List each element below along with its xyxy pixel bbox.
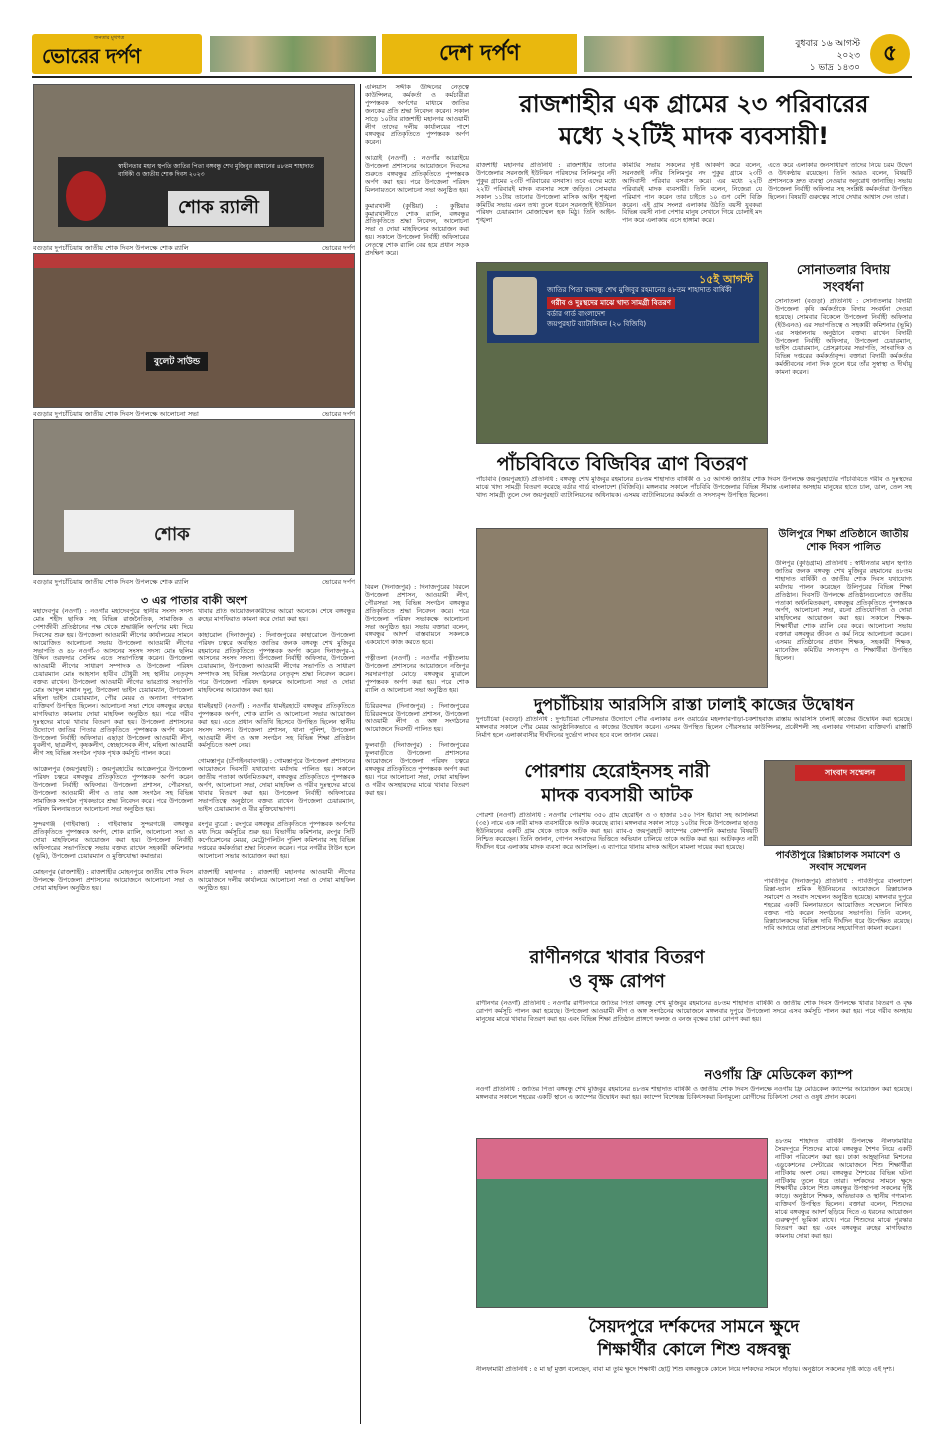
section-title: দেশ দর্পণ	[382, 34, 577, 74]
rally-banner-title: শোক র‍্যালী	[168, 191, 269, 226]
column-rule	[360, 84, 361, 1424]
rally-banner-2-title: শোক	[154, 524, 190, 545]
photo-caption	[33, 577, 355, 588]
rani-headline	[476, 946, 758, 994]
poster-title: গরীব ও দুঃস্থদের মাঝে খাদ্য সামগ্রী বিতরণ	[547, 297, 675, 309]
rcc-headline: দুপচাঁচিয়ায় আরসিসি রাস্তা ঢালাই কাজের উদ্বোধন	[534, 695, 854, 714]
dateline	[770, 38, 860, 74]
caption-text: বগুড়ার দুপচাঁচিয়ায় জাতীয় শোক দিবস উপলক্ষে আলোচনা সভা	[33, 410, 199, 418]
photo-discussion-meeting	[33, 253, 355, 408]
medical-headline: নওগাঁয় ফ্রি মেডিকেল ক্যাম্প	[704, 1068, 853, 1083]
rani-body: রাণীনগর (নওগাঁ) প্রতিনিধি : নওগাঁর রাণীনগরে জাতির পিতা বঙ্গবন্ধু শেখ মুজিবুর রহমানের ৪৮তম শাহাদাত বার্ষিকী ও জাতীয় শোক দিবস উপলক্ষে খাবার বিতরণ ও বৃক্ষ রোপণ কর্মসূচি পালন করা হয়েছে। উপজেলা আওয়ামী লীগ ও অঙ্গ সংগঠনের আয়োজনে মঙ্গলবার দুপুরে উপজেলা সদরে এসব কর্মসূচি পালন করা হয়। পরে গরীব অসহায় মানুষের মাঝে খাবার বিতরণ করা হয় এবং বিভিন্ন শিক্ষা প্রতিষ্ঠান প্রাঙ্গণে ফলজ ও বনজ বৃক্ষের চারা রোপণ করা হয়।	[476, 1000, 912, 1023]
bgb-body: পাঁচবিবি (জয়পুরহাট) প্রতিনিধি : বঙ্গবন্ধু শেখ মুজিবুর রহমানের ৪৮তম শাহাদাত বার্ষিকী ও ১৫ আগস্ট জাতীয় শোক দিবস উপলক্ষে জয়পুরহাটের পাঁচবিবিতে গরীব ও দুঃস্থদের মাঝে খাদ্য সামগ্রী বিতরণ করেছে বর্ডার গার্ড বাংলাদেশ (বিজিবি)। মঙ্গলবার সকালে পাঁচবিবি উপজেলার বিভিন্ন সীমান্ত এলাকার অসহায় মানুষের হাতে চাল, ডাল, তেল সহ খাদ্য সামগ্রী তুলে দেন জয়পুরহাট ব্যাটালিয়নের অধিনায়ক। এসময় ব্যাটালিয়নের কর্মকর্তা ও সদস্যবৃন্দ উপস্থিত ছিলেন।	[476, 476, 912, 499]
date-gregorian: বুধবার ১৬ আগস্ট ২০২৩	[795, 39, 860, 61]
stage-backdrop	[34, 254, 354, 268]
poster-subtitle: জাতির পিতা বঙ্গবন্ধু শেখ মুজিবুর রহমানের ৪৮তম শাহাদাত বার্ষিকী	[547, 286, 732, 294]
photo-rally-2	[33, 419, 355, 575]
final-headline	[476, 1316, 912, 1362]
photo-credit: ভোরের দর্পণ	[322, 410, 355, 418]
final-byline: নীলফামারী প্রতিনিধি : ৫ মা ছাঁ মুক্তা বলেছেন, বাবা মা তুমি ক্ষুদে শিক্ষার্থী ছোট্ট শিশু বঙ্গবন্ধুকে কোলে নিয়ে দর্শকদের সামনে দাঁড়ায়। অনুষ্ঠানে সকলের দৃষ্টি কাড়ে এই দৃশ্য।	[476, 1366, 895, 1373]
continuation-col-1: মহাদেবপুর (নওগাঁ) : নওগাঁর মহাদেবপুরে স্থানীয় সংসদ সদস্য মোঃ শহীদ ছাদিক সহ বিভিন্ন রাজনৈতিক, সামাজিক ও পেশাজীবী প্রতিষ্ঠানের পক্ষ থেকে শ্রদ্ধাঞ্জলি অর্পণের মধ্য দিয়ে দিবসের শুরু হয়। উপজেলা আওয়ামী লীগের কার্যালয়ের সামনে আয়োজিত আলোচনা সভায় উপজেলা আওয়ামী লীগের সভাপতি ও ৪৮ নওগাঁ-৩ আসনের সংসদ সদস্য মোঃ ছলিম উদ্দিন তরফদার সেলিম এতে সভাপতিত্ব করেন। উপজেলা আওয়ামী লীগের সাধারণ সম্পাদক ও উপজেলা পরিষদ চেয়ারম্যান মোঃ আহসান হাবীব চৌধুরী সহ স্থানীয় নেতৃবৃন্দ বক্তব্য রাখেন। উপজেলা আওয়ামী লীগের ভারপ্রাপ্ত সভাপতি মোঃ আব্দুল মান্নান দুলু, উপজেলা ভাইস চেয়ারম্যান, উপজেলা মহিলা ভাইস চেয়ারম্যান, পৌর মেয়র ও অন্যান্য গণ্যমান্য ব্যক্তিবর্গ উপস্থিত ছিলেন। আলোচনা সভা শেষে বঙ্গবন্ধুর রুহের মাগফিরাত কামনায় দোয়া মাহফিল অনুষ্ঠিত হয়। পরে গরীব দুঃস্থদের মাঝে খাবার বিতরণ করা হয়। উপজেলা প্রশাসনের উদ্যোগে জাতির পিতার প্রতিকৃতিতে পুষ্পস্তবক অর্পণ করেন উপজেলা নির্বাহী অফিসার। এছাড়া উপজেলা আওয়ামী লীগ, যুবলীগ, ছাত্রলীগ, কৃষকলীগ, স্বেচ্ছাসেবক লীগ, মহিলা আওয়ামী লীগ সহ বিভিন্ন সংগঠন পৃথক পৃথক কর্মসূচি পালন করে। আক্কেলপুর (জয়পুরহাট) : জয়পুরহাটের আক্কেলপুরে উপজেলা পরিষদ চত্বরে বঙ্গবন্ধুর প্রতিকৃতিতে পুষ্পস্তবক অর্পণ করেন উপজেলা নির্বাহী অফিসার। উপজেলা প্রশাসন, পৌরসভা, উপজেলা আওয়ামী লীগ ও তার অঙ্গ সংগঠন সহ বিভিন্ন সামাজিক সংগঠন পৃথকভাবে শ্রদ্ধা নিবেদন করে। পরে উপজেলা পরিষদ মিলনায়তনে আলোচনা সভা অনুষ্ঠিত হয়। সুন্দরগঞ্জ (গাইবান্ধা) : গাইবান্ধার সুন্দরগঞ্জে বঙ্গবন্ধুর প্রতিকৃতিতে পুষ্পস্তবক অর্পণ, শোক র‍্যালি, আলোচনা সভা ও দোয়া মাহফিলের আয়োজন করা হয়। উপজেলা নির্বাহী অফিসারের সভাপতিত্বে সভায় বক্তব্য রাখেন সহকারী কমিশনার (ভূমি), উপজেলা চেয়ারম্যান ও মুক্তিযোদ্ধা কমান্ডার। মোহনপুর (রাজশাহী) : রাজশাহীর মোহনপুরে জাতীয় শোক দিবস উপলক্ষে উপজেলা প্রশাসনের আয়োজনে আলোচনা সভা ও দোয়া মাহফিল অনুষ্ঠিত হয়।	[33, 608, 193, 892]
photo-child-drama	[476, 1138, 768, 1308]
masthead	[32, 32, 912, 78]
parbati-body: পার্বতীপুর (দিনাজপুর) প্রতিনিধি : পার্বতীপুরে বাংলাদেশ রিক্সা-ভ্যান শ্রমিক ইউনিয়নের আয়োজনে রিক্সাচালক সমাবেশ ও সংবাদ সম্মেলন অনুষ্ঠিত হয়েছে। মঙ্গলবার দুপুরে শহরের একটি মিলনায়তনে আয়োজিত সম্মেলনে লিখিত বক্তব্য পাঠ করেন সংগঠনের সভাপতি। তিনি বলেন, রিক্সাচালকদের বিভিন্ন দাবি দীর্ঘদিন ধরে উপেক্ষিত রয়েছে। দাবি আদায়ে তারা প্রশাসনের সহযোগিতা কামনা করেন।	[764, 878, 912, 933]
heroin-headline-line1: পোরশায় হেরোইনসহ নারী	[524, 761, 710, 782]
caption-text: বগুড়ার দুপচাঁচিয়ায় জাতীয় শোক দিবস উপলক্ষে শোক র‍্যালি	[33, 578, 189, 586]
side2-body: উলিপুর (কুড়িগ্রাম) প্রতিনিধি : স্বাধীনতার মহান স্থপতি জাতির জনক বঙ্গবন্ধু শেখ মুজিবুর রহমানের ৪৮তম শাহাদাত বার্ষিকী ও জাতীয় শোক দিবস যথাযোগ্য মর্যাদায় পালন করেছেন উলিপুরের বিভিন্ন শিক্ষা প্রতিষ্ঠান। দিবসটি উপলক্ষে প্রতিষ্ঠানগুলোতে জাতীয় পতাকা অর্ধনমিতকরণ, বঙ্গবন্ধুর প্রতিকৃতিতে পুষ্পস্তবক অর্পণ, আলোচনা সভা, রচনা প্রতিযোগিতা ও দোয়া মাহফিলের আয়োজন করা হয়। সকালে শিক্ষক-শিক্ষার্থীরা শোক র‍্যালি বের করে। আলোচনা সভায় বক্তারা বঙ্গবন্ধুর জীবন ও কর্ম নিয়ে আলোচনা করেন। এসময় প্রতিষ্ঠানের প্রধান শিক্ষক, সহকারী শিক্ষক, ম্যানেজিং কমিটির সদস্যবৃন্দ ও শিক্ষার্থীরা উপস্থিত ছিলেন।	[775, 560, 912, 662]
masthead-photo-strip	[210, 36, 376, 72]
lead-headline-line1: রাজশাহীর এক গ্রামের ২৩ পরিবারের	[519, 90, 869, 118]
retire-body: সোনাতলা (বগুড়া) প্রতিনিধি : সোনাতলার বিদায়ী উপজেলা কৃষি কর্মকর্তাকে বিদায় সংবর্ধনা দেওয়া হয়েছে। সোমবার বিকেলে উপজেলা নির্বাহী অফিসার (ইউএনও) এর সভাপতিত্বে ও সহকারী কমিশনার (ভূমি) এর সঞ্চালনায় অনুষ্ঠানে বক্তব্য রাখেন বিদায়ী উপজেলা নির্বাহী অফিসার, উপজেলা চেয়ারম্যান, ভাইস চেয়ারম্যান, প্রেসক্লাবের সভাপতি, সাংবাদিক ও বিভিন্ন দপ্তরের কর্মকর্তাবৃন্দ। বক্তারা বিদায়ী কর্মকর্তার কর্মজীবনের নানা দিক তুলে ধরে তাঁর সুস্বাস্থ্য ও দীর্ঘায়ু কামনা করেন।	[775, 298, 912, 377]
photo-shok-rally	[33, 84, 355, 242]
poster-unit: জয়পুরহাট ব্যাটালিয়ন (২০ বিজিবি)	[547, 320, 647, 328]
rcc-body: দুপচাঁচিয়া (বগুড়া) প্রতিনিধি : দুপচাঁচিয়া পৌরসভার উদ্যোগে পৌর এলাকার ৪নং ওয়ার্ডের মহলদারপাড়া-চকশাহবাজ রাস্তায় আরসিসি ঢালাই কাজের উদ্বোধন করা হয়েছে। মঙ্গলবার সকালে পৌর মেয়র আনুষ্ঠানিকভাবে এ কাজের উদ্বোধন করেন। এসময় উপস্থিত ছিলেন পৌরসভার কাউন্সিলর, প্রকৌশলী সহ এলাকার গণ্যমান্য ব্যক্তিবর্গ। রাস্তাটি নির্মাণ হলে এলাকাবাসীর দীর্ঘদিনের দুর্ভোগ লাঘব হবে বলে জানান মেয়র।	[476, 716, 912, 739]
final-body: ৪৮তম শাহাদত বার্ষিকী উপলক্ষে নীলফামারীর সৈয়দপুরে শিশুদের মাঝে বঙ্গবন্ধুর শৈশব নিয়ে একটি নাটিকা পরিবেশন করা হয়। ঢাকা আহ্ছানিয়া মিশনের এডুকেশনের সেন্টারের আয়োজনে শিশু শিক্ষার্থীরা নাটিকায় অংশ নেয়। বঙ্গবন্ধুর শৈশবের বিভিন্ন ঘটনা নাটিকায় তুলে ধরে তারা। দর্শকদের সামনে ক্ষুদে শিক্ষার্থীর কোলে শিশু বঙ্গবন্ধুর উপস্থাপনা সকলের দৃষ্টি কাড়ে। অনুষ্ঠানে শিক্ষক, অভিভাবক ও স্থানীয় গণ্যমান্য ব্যক্তিবর্গ উপস্থিত ছিলেন। বক্তারা বলেন, শিশুদের মাঝে বঙ্গবন্ধুর আদর্শ ছড়িয়ে দিতে এ ধরনের আয়োজন গুরুত্বপূর্ণ ভূমিকা রাখে। পরে শিশুদের মাঝে পুরস্কার বিতরণ করা হয় এবং বঙ্গবন্ধুর রুহের মাগফিরাত কামনায় দোয়া করা হয়।	[775, 1138, 912, 1240]
photo-credit: ভোরের দর্পণ	[322, 578, 355, 586]
lead-headline-line2: মধ্যে ২২টিই মাদক ব্যবসায়ী!	[558, 122, 830, 150]
poster-date: ১৫ই আগস্ট	[699, 273, 753, 286]
bgb-headline: পাঁচবিবিতে বিজিবির ত্রাণ বিতরণ	[496, 453, 748, 475]
continuation-col-2: খাবার প্রতি আয়োজনকারীদের আরো অনেকে। শেষে বঙ্গবন্ধুর রুহের মাগফিরাত কামনা করে দোয়া করা হয়। কাহারোল (দিনাজপুর) : দিনাজপুরের কাহারোলে উপজেলা পরিষদ চত্বরে অবস্থিত জাতির জনক বঙ্গবন্ধু শেখ মুজিবুর রহমানের প্রতিকৃতিতে পুষ্পস্তবক অর্পণ করেন দিনাজপুর-২ আসনের সংসদ সদস্য। উপজেলা নির্বাহী অফিসার, উপজেলা চেয়ারম্যান, উপজেলা আওয়ামী লীগের সভাপতি ও সাধারণ সম্পাদক সহ বিভিন্ন সংগঠনের নেতৃবৃন্দ শ্রদ্ধা নিবেদন করেন। পরে উপজেলা পরিষদ হলরুমে আলোচনা সভা ও দোয়া মাহফিলের আয়োজন করা হয়। ধামইরহাট (নওগাঁ) : নওগাঁর ধামইরহাটে বঙ্গবন্ধুর প্রতিকৃতিতে পুষ্পস্তবক অর্পণ, শোক র‍্যালি ও আলোচনা সভার আয়োজন করা হয়। এতে প্রধান অতিথি হিসেবে উপস্থিত ছিলেন স্থানীয় সংসদ সদস্য। উপজেলা প্রশাসন, থানা পুলিশ, উপজেলা আওয়ামী লীগ ও অঙ্গ সংগঠন সহ বিভিন্ন শিক্ষা প্রতিষ্ঠান কর্মসূচিতে অংশ নেয়। গোমস্তাপুর (চাঁপাইনবাবগঞ্জ) : গোমস্তাপুরে উপজেলা প্রশাসনের আয়োজনে দিবসটি যথাযোগ্য মর্যাদায় পালিত হয়। সকালে জাতীয় পতাকা অর্ধনমিতকরণ, বঙ্গবন্ধুর প্রতিকৃতিতে পুষ্পস্তবক অর্পণ, আলোচনা সভা, দোয়া মাহফিল ও গরীব দুঃস্থদের মাঝে খাবার বিতরণ করা হয়। উপজেলা নির্বাহী অফিসারের সভাপতিত্বে অনুষ্ঠানে বক্তব্য রাখেন উপজেলা চেয়ারম্যান, ভাইস চেয়ারম্যান ও বীর মুক্তিযোদ্ধাগণ। রংপুর ব্যুরো : রংপুরে বঙ্গবন্ধুর প্রতিকৃতিতে পুষ্পস্তবক অর্পণের মধ্য দিয়ে কর্মসূচির শুরু হয়। বিভাগীয় কমিশনার, রংপুর সিটি কর্পোরেশনের মেয়র, মেট্রোপলিটন পুলিশ কমিশনার সহ বিভিন্ন দপ্তরের কর্মকর্তারা শ্রদ্ধা নিবেদন করেন। পরে নগরীর টাউন হলে আলোচনা সভার আয়োজন করা হয়। রাজশাহী মহানগর : রাজশাহী মহানগর আওয়ামী লীগের আয়োজনে দলীয় কার্যালয়ে আলোচনা সভা ও দোয়া মাহফিল অনুষ্ঠিত হয়।	[198, 608, 355, 892]
date-bangla: ১ ভাদ্র ১৪৩০	[809, 63, 860, 73]
rally-banner-2	[64, 510, 294, 552]
continuation-heading: ৩ এর পাতার বাকী অংশ	[141, 594, 247, 607]
portrait-bangabandhu	[493, 277, 537, 335]
press-banner: সাংবাদ সম্মেলন	[795, 765, 905, 781]
photo-community-gathering	[476, 528, 768, 688]
brand-name: ভোরের দর্পণ	[42, 44, 141, 68]
photo-credit: ভোরের দর্পণ	[322, 244, 355, 252]
portrait-circle	[66, 171, 106, 221]
retire-headline: সোনাতলার বিদায় সংবর্ধনা	[796, 263, 891, 295]
heroin-headline	[476, 760, 758, 808]
rani-headline-line1: রাণীনগরে খাবার বিতরণ	[529, 947, 705, 968]
final-headline-line2: শিক্ষার্থীর কোলে শিশু বঙ্গবন্ধু	[597, 1340, 791, 1360]
brand-tagline: জনতার মুখপত্র	[94, 35, 125, 41]
stage-curtain	[477, 1139, 767, 1179]
continuation-col-4: বিরল (দিনাজপুর) : দিনাজপুরের বিরলে উপজেলা প্রশাসন, আওয়ামী লীগ, পৌরসভা সহ বিভিন্ন সংগঠন বঙ্গবন্ধুর প্রতিকৃতিতে শ্রদ্ধা নিবেদন করে। পরে উপজেলা পরিষদ সভাকক্ষে আলোচনা সভা অনুষ্ঠিত হয়। সভায় বক্তারা বলেন, বঙ্গবন্ধুর আদর্শ বাস্তবায়নে সকলকে একযোগে কাজ করতে হবে। পত্নীতলা (নওগাঁ) : নওগাঁর পত্নীতলায় উপজেলা প্রশাসনের আয়োজনে নজিপুর সরদারপাড়া মোড়ে বঙ্গবন্ধুর ম্যুরালে পুষ্পস্তবক অর্পণ করা হয়। পরে শোক র‍্যালি ও আলোচনা সভা অনুষ্ঠিত হয়। চিরিরবন্দর (দিনাজপুর) : দিনাজপুরের চিরিরবন্দরে উপজেলা প্রশাসন, উপজেলা আওয়ামী লীগ ও অঙ্গ সংগঠনের আয়োজনে দিবসটি পালিত হয়। ফুলবাড়ী (দিনাজপুর) : দিনাজপুরের ফুলবাড়ীতে উপজেলা প্রশাসনের আয়োজনে উপজেলা পরিষদ চত্বরে বঙ্গবন্ধুর প্রতিকৃতিতে পুষ্পস্তবক অর্পণ করা হয়। পরে আলোচনা সভা, দোয়া মাহফিল ও গরীব অসহায়দের মাঝে খাবার বিতরণ করা হয়।	[365, 584, 469, 797]
brand-logo	[32, 34, 202, 74]
rally-banner-subtitle: স্বাধীনতার মহান স্থপতি জাতির পিতা বঙ্গবন্ধু শেখ মুজিবুর রহমানের ৪৮তম শাহাদাত বার্ষিকী ও জাতীয় শোক দিবস ২০২৩	[118, 163, 314, 178]
bgb-poster	[487, 271, 759, 343]
heroin-headline-line2: মাদক ব্যবসায়ী আটক	[541, 785, 693, 806]
heroin-body: পোরশা (নওগাঁ) প্রতিনিধি : নওগাঁর পোরশায় ৩৫০ গ্রাম হেরোইন ও ৩ হাজার ১৫০ পিস ইয়াবা সহ আসলিমা (৩৫) নামে এক নারী মাদক ব্যবসায়ীকে আটক করেছে র‍্যাব। মঙ্গলবার সকাল সাড়ে ১০টার দিকে উপজেলার ছাওড় ইউনিয়নের একটি গ্রাম থেকে তাকে আটক করা হয়। র‍্যাব-৫ জয়পুরহাট ক্যাম্পের কোম্পানি কমান্ডার বিষয়টি নিশ্চিত করেছেন। তিনি জানান, গোপন সংবাদের ভিত্তিতে অভিযান চালিয়ে তাকে আটক করা হয়। আটককৃত নারী দীর্ঘদিন ধরে এলাকায় মাদক ব্যবসা করে আসছিল। এ ব্যাপারে থানায় মাদক আইনে মামলা দায়ের করা হয়েছে।	[476, 812, 758, 851]
masthead-photo-strip-right	[584, 36, 764, 72]
parbati-headline: পার্বতীপুরে রিক্সাচালক সমাবেশ ও সংবাদ সম্মেলন	[775, 850, 901, 873]
lead-body-col-3: এতে করে এলাকার জনসাধারণ তাদের নিয়ে চরম উদ্বেগ ও উৎকণ্ঠায় রয়েছেন। তিনি আরও বলেন, বিষয়টি প্রশাসনকে দ্রুত ব্যবস্থা নেওয়ার অনুরোধ জানাচ্ছি। সভায় উপজেলা নির্বাহী অফিসার সহ সংশ্লিষ্ট কর্মকর্তারা উপস্থিত ছিলেন। বিষয়টি গুরুত্বের সাথে দেখার আশ্বাস দেন তারা।	[768, 162, 912, 201]
photo-bgb-relief	[476, 262, 768, 444]
final-headline-line1: সৈয়দপুরে দর্শকদের সামনে ক্ষুদে	[588, 1317, 800, 1337]
page-number: ৫	[870, 34, 910, 74]
lead-headline	[476, 88, 912, 152]
lead-body-col-1: রাজশাহী মহানগর প্রতিনিধি : রাজশাহীর তানোর উপজেলার সরনজাই ইউনিয়ন পরিষদের সিলিমপুর নদী পুকুর গ্রামের ২৩টি পরিবারের বসবাস। তবে এদের মধ্যে ২২টি পরিবারই মাদক ব্যবসার সঙ্গে জড়িত। সোমবার সকাল ১১টায় তানোর উপজেলা মাসিক আইন শৃঙ্খলা কমিটির সভায় এমন তথ্য তুলে ধরেন সরনজাই ইউনিয়ন পরিষদ চেয়ারম্যান মোজাম্মেল হক মিঠু। তিনি আইন-শৃঙ্খলা	[476, 162, 616, 225]
caption-text: বগুড়ার দুপচাঁচিয়ায় জাতীয় শোক দিবস উপলক্ষে শোক র‍্যালি	[33, 244, 189, 252]
photo-press-conference	[764, 760, 912, 846]
podium-sign: বুলেট সাউন্ড	[146, 352, 208, 371]
rally-banner	[58, 157, 324, 227]
rani-headline-line2: ও বৃক্ষ রোপণ	[569, 971, 665, 992]
continuation-col-3: এলিয়াস সদ্দীক উদ্দিনের নেতৃত্বে কাউন্সিলর, কর্মকর্তা ও কর্মচারীরা পুষ্পস্তবক অর্পণের মাধ্যমে জাতির জনকের প্রতি শ্রদ্ধা নিবেদন করেন। সকাল সাড়ে ১০টার রাজশাহী মহানগর আওয়ামী লীগ তাদের দলীয় কার্যালয়ের পাশে বঙ্গবন্ধুর প্রতিকৃতিতে পুষ্পস্তবক অর্পণ করেন। আত্রাই (নওগাঁ) : নওগাঁর আত্রাইয়ে উপজেলা প্রশাসনের আয়োজনে দিবসের শুরুতে বঙ্গবন্ধুর প্রতিকৃতিতে পুষ্পস্তবক অর্পণ করা হয়। পরে উপজেলা পরিষদ মিলনায়তনে আলোচনা সভা অনুষ্ঠিত হয়। কুমারখালী (কুষ্টিয়া) : কুষ্টিয়ার কুমারখালীতে শোক র‍্যালি, বঙ্গবন্ধুর প্রতিকৃতিতে শ্রদ্ধা নিবেদন, আলোচনা সভা ও দোয়া মাহফিলের আয়োজন করা হয়। সকালে উপজেলা নির্বাহী অফিসারের নেতৃত্বে শোক র‍্যালি বের হয়ে প্রধান সড়ক প্রদক্ষিণ করে।	[365, 84, 469, 258]
lead-body-col-2: কমিটির সভায় সকলের দৃষ্টি আকর্ষণ করে বলেন, সরনজাই নদীর সিলিমপুর নদ পুকুর গ্রামে ২৩টি আদিবাসী পরিবার বসবাস করে। এর মধ্যে ২২টি পরিবারই মাদক ব্যবসায়ী। তিনি বলেন, নিজেরা যে পরিমাণ পান করেন তার চাইতে ১০ গুণ বেশি বিক্রি করেন। এই গ্রাম সংলগ্ন এলাকার উঠতি বয়সী যুবকরা বিভিন্ন বয়সী নানা পেশার মানুষ সেখানে গিয়ে চোলাই মদ পান করে এলাকায় এসে হাঙ্গামা করে।	[622, 162, 762, 225]
side2-headline: উলিপুরে শিক্ষা প্রতিষ্ঠানে জাতীয় শোক দিবস পালিত	[778, 529, 909, 553]
medical-body: নওগাঁ প্রতিনিধি : জাতির পিতা বঙ্গবন্ধু শেখ মুজিবুর রহমানের ৪৮তম শাহাদাত বার্ষিকী ও জাতীয় শোক দিবস উপলক্ষে নওগাঁয় ফ্রি মেডিকেল ক্যাম্পের আয়োজন করা হয়েছে। মঙ্গলবার সকালে শহরের একটি স্থানে এ ক্যাম্পের উদ্বোধন করা হয়। ক্যাম্পে বিশেষজ্ঞ চিকিৎসকরা বিনামূল্যে রোগীদের চিকিৎসা সেবা ও ওষুধ প্রদান করেন।	[476, 1086, 912, 1101]
poster-org: বর্ডার গার্ড বাংলাদেশ	[547, 310, 605, 318]
